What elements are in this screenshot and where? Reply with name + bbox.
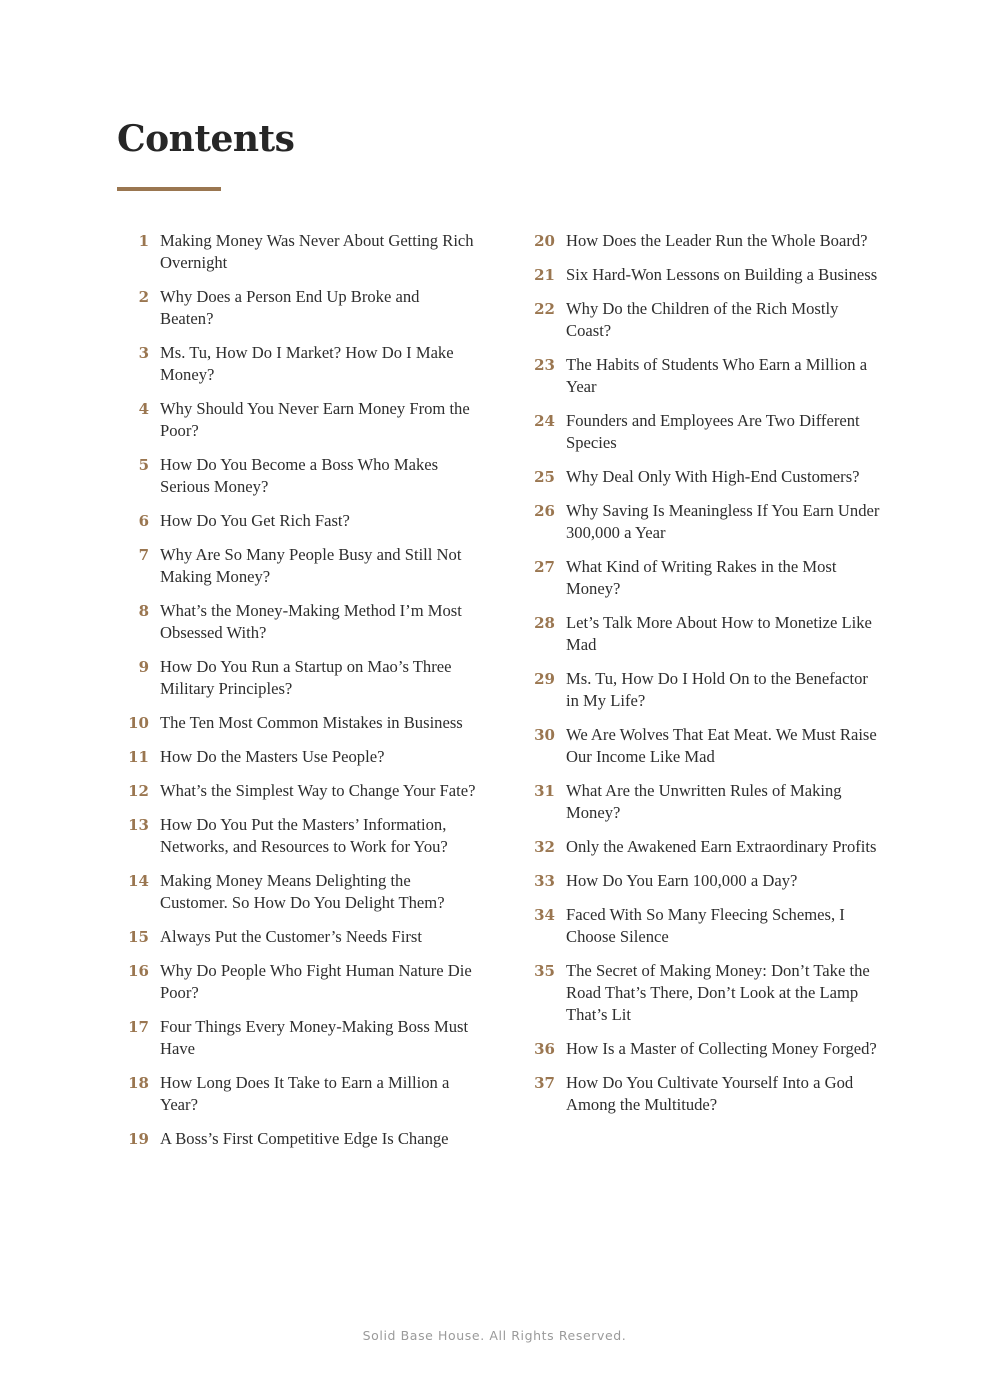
toc-entry[interactable] xyxy=(117,510,477,532)
toc-entry[interactable] xyxy=(117,600,477,644)
chapter-title: Why Are So Many People Busy and Still Not Making Money? xyxy=(160,545,462,586)
chapter-title: What Kind of Writing Rakes in the Most Money? xyxy=(566,557,837,598)
chapter-title: How Do You Put the Masters’ Information, Networks, and Resources to Work for You? xyxy=(160,815,448,856)
chapter-number: 2 xyxy=(138,288,149,306)
toc-entry[interactable] xyxy=(523,612,883,656)
chapter-title: What Are the Unwritten Rules of Making Money? xyxy=(566,781,842,822)
chapter-number: 10 xyxy=(128,714,149,732)
chapter-number: 23 xyxy=(534,356,555,374)
chapter-title: Let’s Talk More About How to Monetize Like Mad xyxy=(566,613,872,654)
toc-entry[interactable] xyxy=(523,466,883,488)
toc-entry[interactable] xyxy=(117,814,477,858)
chapter-title: Ms. Tu, How Do I Hold On to the Benefactor in My Life? xyxy=(566,669,868,710)
page-title: Contents xyxy=(117,118,295,160)
toc-entry[interactable] xyxy=(117,342,477,386)
toc-entry[interactable] xyxy=(117,544,477,588)
chapter-number: 7 xyxy=(138,546,149,564)
toc-entry[interactable] xyxy=(523,836,883,858)
toc-entry[interactable] xyxy=(523,500,883,544)
chapter-number: 34 xyxy=(534,906,555,924)
toc-entry[interactable] xyxy=(117,454,477,498)
chapter-number: 21 xyxy=(534,266,555,284)
toc-entry[interactable] xyxy=(117,398,477,442)
chapter-title: How Do the Masters Use People? xyxy=(160,747,385,766)
chapter-number: 16 xyxy=(128,962,149,980)
chapter-title: A Boss’s First Competitive Edge Is Change xyxy=(160,1129,449,1148)
chapter-title: What’s the Money-Making Method I’m Most Obsessed With? xyxy=(160,601,462,642)
chapter-title: Ms. Tu, How Do I Market? How Do I Make Money? xyxy=(160,343,454,384)
toc-entry[interactable] xyxy=(523,556,883,600)
chapter-number: 37 xyxy=(534,1074,555,1092)
chapter-title: How Do You Earn 100,000 a Day? xyxy=(566,871,798,890)
chapter-number: 4 xyxy=(138,400,149,418)
chapter-title: The Ten Most Common Mistakes in Business xyxy=(160,713,463,732)
chapter-title: Why Do the Children of the Rich Mostly Coast? xyxy=(566,299,839,340)
chapter-number: 30 xyxy=(534,726,555,744)
chapter-number: 28 xyxy=(534,614,555,632)
chapter-title: Only the Awakened Earn Extraordinary Profits xyxy=(566,837,877,856)
toc-entry[interactable] xyxy=(117,870,477,914)
toc-entry[interactable] xyxy=(523,668,883,712)
toc-entry[interactable] xyxy=(117,286,477,330)
chapter-number: 9 xyxy=(138,658,149,676)
toc-entry[interactable] xyxy=(117,1072,477,1116)
chapter-number: 27 xyxy=(534,558,555,576)
toc-entry[interactable] xyxy=(117,926,477,948)
title-underline xyxy=(117,187,221,191)
toc-entry[interactable] xyxy=(117,960,477,1004)
chapter-title: Making Money Was Never About Getting Rich Overnight xyxy=(160,231,474,272)
toc-entry[interactable] xyxy=(117,780,477,802)
chapter-number: 6 xyxy=(138,512,149,530)
toc-entry[interactable] xyxy=(523,354,883,398)
chapter-number: 31 xyxy=(534,782,555,800)
chapter-title: How Is a Master of Collecting Money Forged? xyxy=(566,1039,877,1058)
toc-entry[interactable] xyxy=(523,230,883,252)
chapter-number: 15 xyxy=(128,928,149,946)
chapter-title: Why Saving Is Meaningless If You Earn Under 300,000 a Year xyxy=(566,501,880,542)
toc-entry[interactable] xyxy=(523,960,883,1026)
chapter-number: 24 xyxy=(534,412,555,430)
chapter-title: How Long Does It Take to Earn a Million a Year? xyxy=(160,1073,450,1114)
chapter-title: Six Hard-Won Lessons on Building a Business xyxy=(566,265,878,284)
chapter-number: 1 xyxy=(138,232,149,250)
chapter-number: 3 xyxy=(138,344,149,362)
chapter-title: Why Deal Only With High-End Customers? xyxy=(566,467,860,486)
toc-entry[interactable] xyxy=(523,1038,883,1060)
toc-entry[interactable] xyxy=(117,1016,477,1060)
chapter-number: 17 xyxy=(128,1018,149,1036)
toc-entry[interactable] xyxy=(523,264,883,286)
chapter-title: Four Things Every Money-Making Boss Must Have xyxy=(160,1017,469,1058)
chapter-title: How Do You Get Rich Fast? xyxy=(160,511,350,530)
chapter-number: 35 xyxy=(534,962,555,980)
chapter-number: 19 xyxy=(128,1130,149,1148)
chapter-number: 8 xyxy=(138,602,149,620)
toc-entry[interactable] xyxy=(523,298,883,342)
chapter-title: Why Should You Never Earn Money From the Poor? xyxy=(160,399,470,440)
chapter-title: Making Money Means Delighting the Customer. So How Do You Delight Them? xyxy=(160,871,445,912)
toc-column-right xyxy=(523,230,883,1128)
toc-entry[interactable] xyxy=(117,1128,477,1150)
chapter-number: 18 xyxy=(128,1074,149,1092)
chapter-title: Faced With So Many Fleecing Schemes, I Choose Silence xyxy=(566,905,845,946)
toc-column-left xyxy=(117,230,477,1162)
chapter-title: The Secret of Making Money: Don’t Take the Road That’s There, Don’t Look at the Lamp That’s Lit xyxy=(566,961,870,1024)
toc-entry[interactable] xyxy=(523,780,883,824)
chapter-title: How Do You Cultivate Yourself Into a God Among the Multitude? xyxy=(566,1073,854,1114)
chapter-number: 13 xyxy=(128,816,149,834)
chapter-title: What’s the Simplest Way to Change Your Fate? xyxy=(160,781,476,800)
toc-entry[interactable] xyxy=(523,410,883,454)
toc-entry[interactable] xyxy=(523,724,883,768)
chapter-title: The Habits of Students Who Earn a Million a Year xyxy=(566,355,868,396)
chapter-number: 12 xyxy=(128,782,149,800)
chapter-number: 25 xyxy=(534,468,555,486)
copyright-footer: Solid Base House. All Rights Reserved. xyxy=(362,1328,627,1343)
toc-entry[interactable] xyxy=(117,230,477,274)
chapter-number: 26 xyxy=(534,502,555,520)
chapter-number: 11 xyxy=(128,748,149,766)
chapter-title: Why Does a Person End Up Broke and Beaten? xyxy=(160,287,420,328)
chapter-number: 5 xyxy=(138,456,149,474)
chapter-number: 36 xyxy=(534,1040,555,1058)
chapter-number: 20 xyxy=(534,232,555,250)
chapter-title: How Do You Run a Startup on Mao’s Three Military Principles? xyxy=(160,657,452,698)
toc-entry[interactable] xyxy=(523,904,883,948)
chapter-title: Founders and Employees Are Two Different Species xyxy=(566,411,860,452)
chapter-number: 32 xyxy=(534,838,555,856)
chapter-title: How Does the Leader Run the Whole Board? xyxy=(566,231,868,250)
chapter-title: Why Do People Who Fight Human Nature Die Poor? xyxy=(160,961,472,1002)
chapter-number: 22 xyxy=(534,300,555,318)
toc-entry[interactable] xyxy=(117,712,477,734)
chapter-title: Always Put the Customer’s Needs First xyxy=(160,927,422,946)
toc-entry[interactable] xyxy=(117,746,477,768)
toc-entry[interactable] xyxy=(523,1072,883,1116)
chapter-title: How Do You Become a Boss Who Makes Serious Money? xyxy=(160,455,439,496)
chapter-number: 29 xyxy=(534,670,555,688)
toc-entry[interactable] xyxy=(523,870,883,892)
toc-entry[interactable] xyxy=(117,656,477,700)
chapter-number: 14 xyxy=(128,872,149,890)
chapter-number: 33 xyxy=(534,872,555,890)
chapter-title: We Are Wolves That Eat Meat. We Must Raise Our Income Like Mad xyxy=(566,725,877,766)
